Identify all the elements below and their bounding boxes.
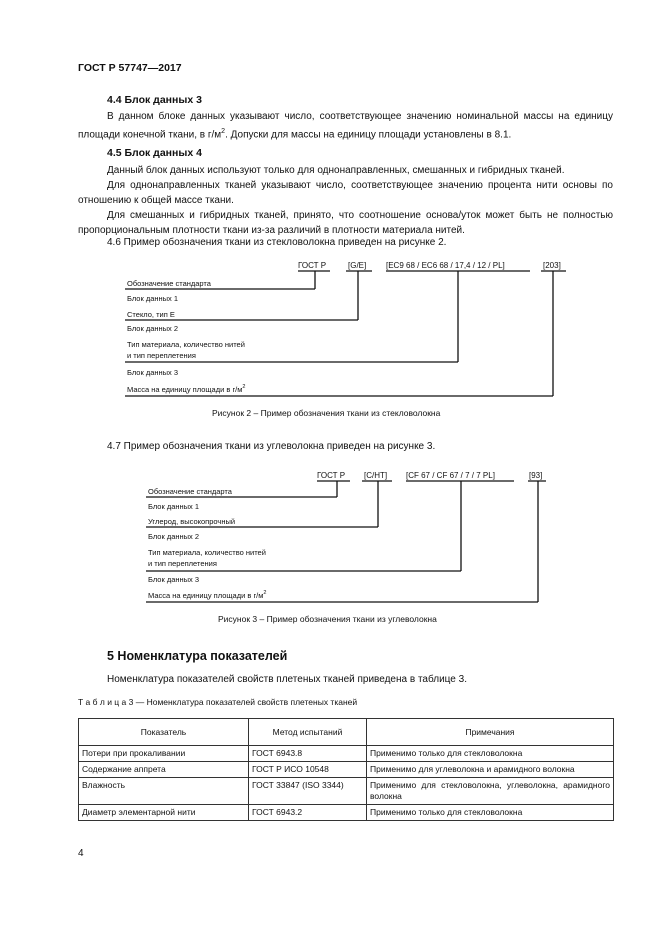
table-row: [79, 778, 614, 805]
section-4-5-paragraph-2: Для однонаправленных тканей указывают число, соответствующее значению процента нити основы по отношению к общей массе ткани.: [78, 180, 613, 206]
table-cell: ГОСТ 33847 (ISO 3344): [249, 778, 367, 805]
table-cell: Диаметр элементарной нити: [79, 805, 249, 821]
table-cell: Применимо только для стекловолокна: [367, 746, 614, 762]
table-cell: Содержание аппрета: [79, 762, 249, 778]
fig2-code-block1: [G/E]: [348, 261, 367, 270]
table-cell: Применимо для стекловолокна, углеволокна, арамидного волокна: [367, 778, 614, 805]
fig2-label-material-2: и тип переплетения: [127, 351, 196, 360]
table-cell: ГОСТ 6943.2: [249, 805, 367, 821]
table-header-row: [79, 719, 614, 746]
section-4-4-paragraph: В данном блоке данных указывают число, соответствующее значению номинальной массы на единицу площади конечной ткани, в $г/м^2$. Допуски для массы на единицу площади установлены в 8.1.: [78, 111, 613, 141]
fig2-code-block3: [203]: [543, 261, 561, 270]
fig2-label-block2: Блок данных 2: [127, 324, 179, 333]
fig2-code-block2: [EC9 68 / EC6 68 / 17,4 / 12 / PL]: [386, 261, 505, 270]
section-4-6-paragraph: 4.6 Пример обозначения ткани из стекловолокна приведен на рисунке 2.: [107, 237, 447, 248]
document-header: ГОСТ Р 57747—2017: [78, 62, 182, 74]
section-4-7-paragraph: 4.7 Пример обозначения ткани из углеволокна приведен на рисунке 3.: [107, 441, 436, 452]
section-5-paragraph: Номенклатура показателей свойств плетеных тканей приведена в таблице 3.: [107, 674, 467, 685]
table-header-notes: Примечания: [367, 719, 614, 746]
section-5-title: 5 Номенклатура показателей: [107, 649, 288, 663]
fig2-label-standard: Обозначение стандарта: [127, 279, 211, 288]
fig2-label-mass: Масса на единицу площади в $г/м^2$: [127, 384, 246, 394]
fig3-label-standard: Обозначение стандарта: [148, 487, 232, 496]
table-cell: Применимо только для стекловолокна: [367, 805, 614, 821]
table-header-method: Метод испытаний: [249, 719, 367, 746]
fig2-label-material-1: Тип материала, количество нитей: [127, 340, 245, 349]
section-4-5-title: 4.5 Блок данных 4: [107, 147, 202, 159]
section-4-5-paragraph-3: Для смешанных и гибридных тканей, принято, что соотношение основа/уток может быть не полностью пропорциональным плотности ткани из-за различий в плотности материала нитей.: [78, 210, 613, 236]
table-row: [79, 805, 614, 821]
fig3-label-block3: Блок данных 3: [148, 575, 200, 584]
fig3-label-block1: Блок данных 1: [148, 502, 200, 511]
page-number: 4: [78, 848, 84, 859]
fig3-label-mass: Масса на единицу площади в $г/м^2$: [148, 590, 267, 600]
fig2-label-block3: Блок данных 3: [127, 368, 179, 377]
table-cell: Потери при прокаливании: [79, 746, 249, 762]
fig3-code-block1: [C/HT]: [364, 471, 388, 480]
fig2-label-glass: Стекло, тип Е: [127, 310, 175, 319]
table-3-caption: Т а б л и ц а 3 — Номенклатура показателей свойств плетеных тканей: [78, 697, 358, 707]
section-4-4-title: 4.4 Блок данных 3: [107, 94, 202, 106]
fig3-code-block2: [CF 67 / CF 67 / 7 / 7 PL]: [406, 471, 495, 480]
fig3-code-standard: ГОСТ Р: [317, 471, 346, 480]
table-header-indicator: Показатель: [79, 719, 249, 746]
table-cell: ГОСТ Р ИСО 10548: [249, 762, 367, 778]
table-cell: Влажность: [79, 778, 249, 805]
figure-2-caption: Рисунок 2 – Пример обозначения ткани из стекловолокна: [212, 408, 441, 418]
fig2-label-block1: Блок данных 1: [127, 294, 179, 303]
table-row: [79, 762, 614, 778]
figure-3-caption: Рисунок 3 – Пример обозначения ткани из углеволокна: [218, 614, 437, 624]
fig3-code-block3: [93]: [529, 471, 543, 480]
table-row: [79, 746, 614, 762]
table-cell: ГОСТ 6943.8: [249, 746, 367, 762]
fig3-label-material-1: Тип материала, количество нитей: [148, 548, 266, 557]
section-4-5-paragraph-1: Данный блок данных используют только для однонаправленных, смешанных и гибридных тканей.: [107, 165, 565, 176]
fig2-code-standard: ГОСТ Р: [298, 261, 327, 270]
fig3-label-material-2: и тип переплетения: [148, 559, 217, 568]
table-3: [78, 718, 614, 821]
table-cell: Применимо для углеволокна и арамидного волокна: [367, 762, 614, 778]
fig3-label-carbon: Углерод, высокопрочный: [148, 517, 236, 526]
fig3-label-block2: Блок данных 2: [148, 532, 200, 541]
